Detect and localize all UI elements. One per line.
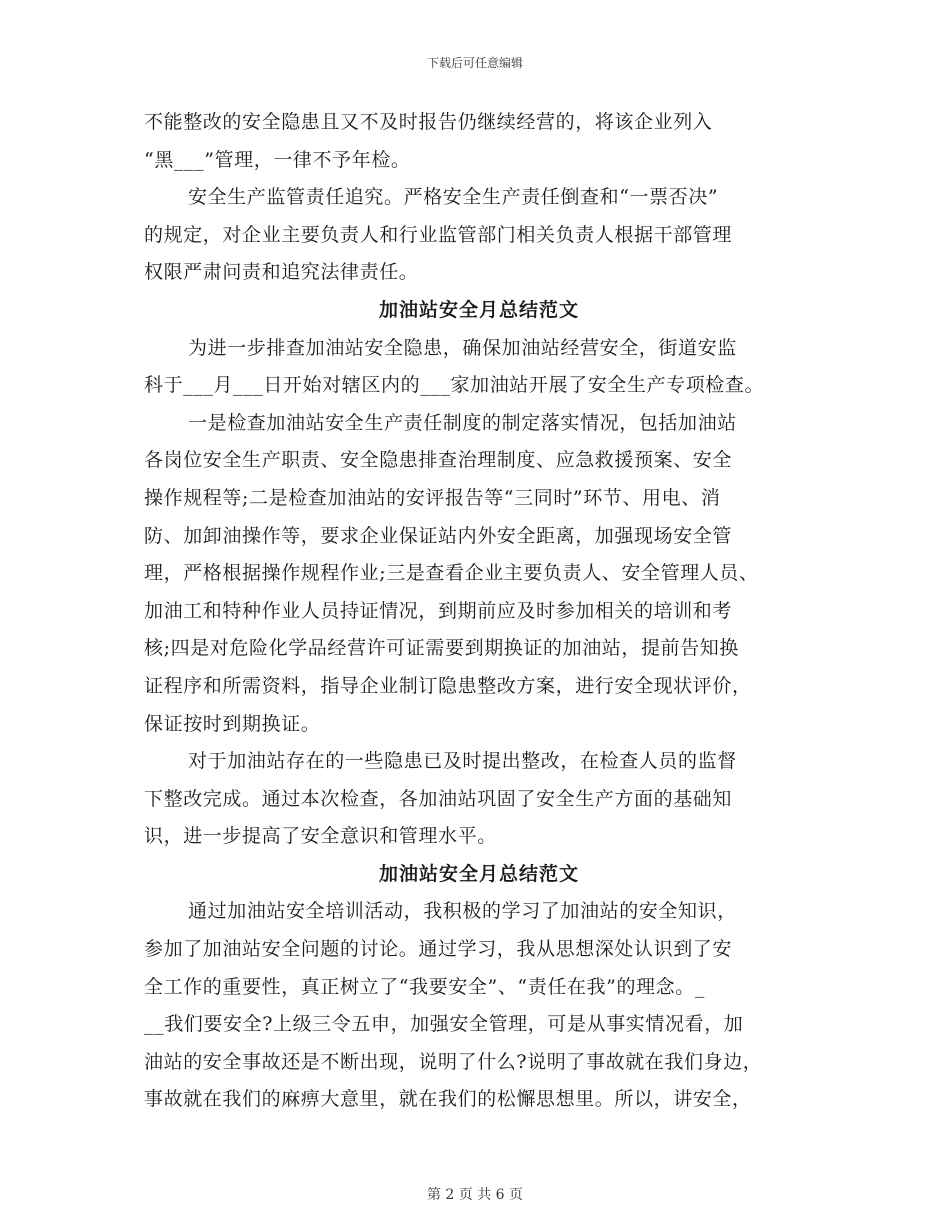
text-line: 识，进一步提高了安全意识和管理水平。 [144, 825, 497, 848]
text-line: 权限严肃问责和追究法律责任。 [144, 261, 419, 284]
text-line: 对于加油站存在的一些隐患已及时提出整改，在检查人员的监督 [188, 750, 737, 773]
text-line: 参加了加油站安全问题的讨论。通过学习，我从思想深处认识到了安 [144, 938, 733, 961]
text-line: 不能整改的安全隐患且又不及时报告仍继续经营的，将该企业列入 [144, 111, 713, 133]
text-line: 为进一步排查加油站安全隐患，确保加油站经营安全，街道安监 [188, 336, 737, 359]
section-title: 加油站安全月总结范文 [378, 298, 579, 321]
text-line: 事故就在我们的麻痹大意里，就在我们的松懈思想里。所以，讲安全， [144, 1088, 752, 1111]
text-line: 各岗位安全生产职责、安全隐患排查治理制度、应急救援预案、安全 [144, 449, 733, 472]
text-line: __我们要安全?上级三令五申，加强安全管理，可是从事实情况看，加 [144, 1013, 744, 1036]
section-title: 加油站安全月总结范文 [378, 862, 579, 885]
page-header: 下载后可任意编辑 [426, 56, 523, 70]
text-line: 安全生产监管责任追究。严格安全生产责任倒查和“一票否决” [188, 186, 719, 209]
text-line: 下整改完成。通过本次检查，各加油站巩固了安全生产方面的基础知 [144, 787, 733, 810]
text-line: 防、加卸油操作等，要求企业保证站内外安全距离，加强现场安全管 [144, 524, 733, 547]
document-body [144, 104, 814, 1119]
text-line: 科于___月___日开始对辖区内的___家加油站开展了安全生产专项检查。 [144, 374, 765, 397]
text-line: 保证按时到期换证。 [144, 712, 321, 735]
text-line: “黑___”管理，一律不予年检。 [144, 148, 411, 171]
text-line: 的规定，对企业主要负责人和行业监管部门相关负责人根据干部管理 [144, 223, 733, 246]
text-line: 核;四是对危险化学品经营许可证需要到期换证的加油站，提前告知换 [144, 637, 740, 660]
text-line: 加油工和特种作业人员持证情况，到期前应及时参加相关的培训和考 [144, 599, 733, 622]
text-line: 证程序和所需资料，指导企业制订隐患整改方案，进行安全现状评价， [144, 674, 752, 697]
page-footer: 第 2 页 共 6 页 [426, 1187, 524, 1203]
text-line: 油站的安全事故还是不断出现，说明了什么?说明了事故就在我们身边， [144, 1050, 763, 1073]
text-line: 操作规程等;二是检查加油站的安评报告等“三同时”环节、用电、消 [144, 486, 721, 509]
text-line: 通过加油站安全培训活动，我积极的学习了加油站的安全知识， [188, 900, 737, 923]
text-line: 理，严格根据操作规程作业;三是查看企业主要负责人、安全管理人员、 [144, 562, 759, 585]
text-line: 全工作的重要性，真正树立了“我要安全”、“责任在我”的理念。_ [144, 975, 705, 998]
text-line: 一是检查加油站安全生产责任制度的制定落实情况，包括加油站 [188, 411, 737, 434]
